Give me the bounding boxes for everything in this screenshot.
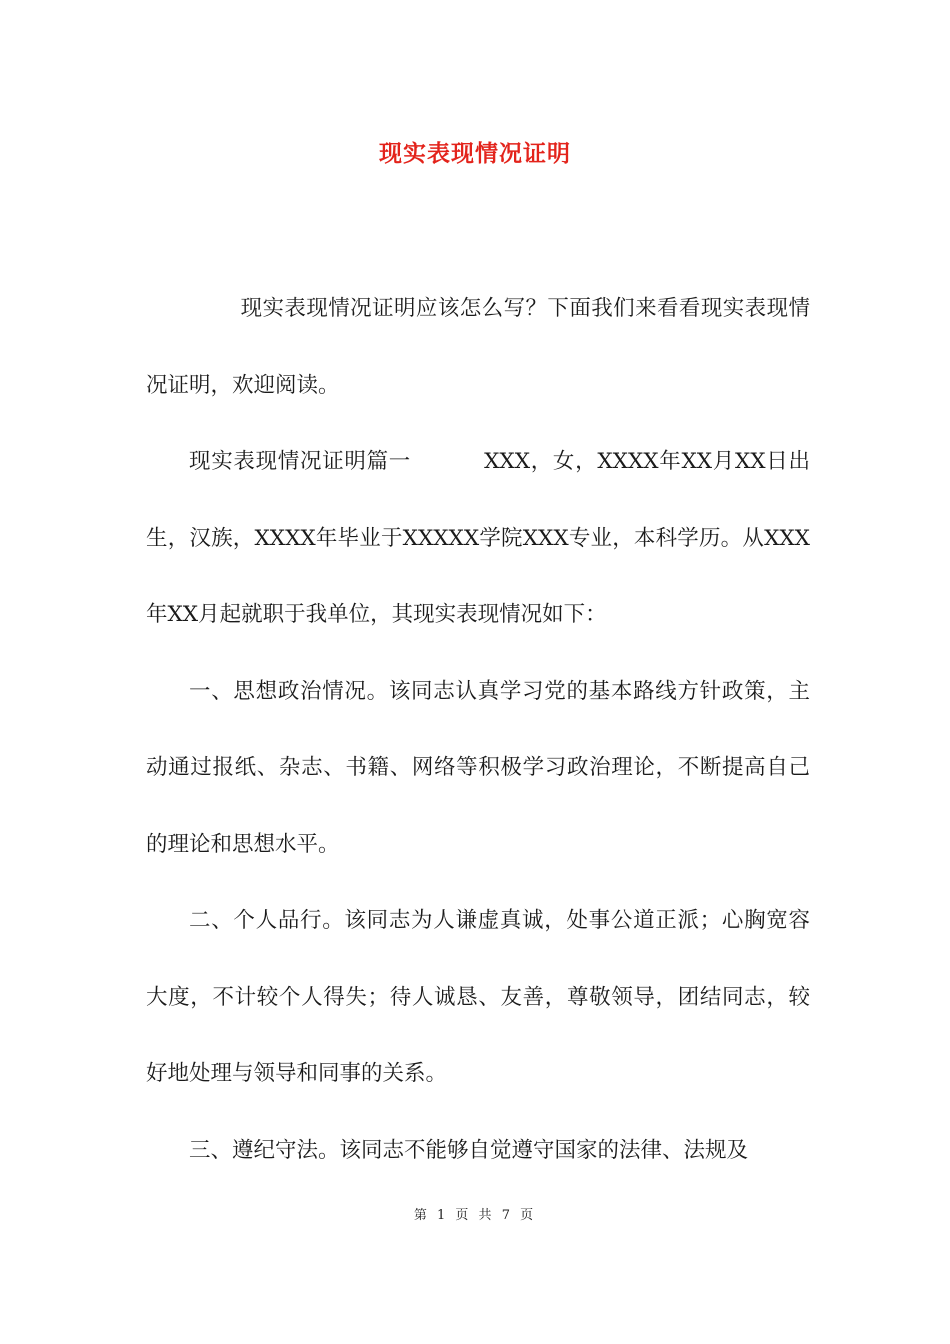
page-number: 第 1 页 共 7 页 <box>413 1208 537 1223</box>
political-paragraph: 一、思想政治情况。该同志认真学习党的基本路线方针政策，主动通过报纸、杂志、书籍、网络等积极学习政治理论，不断提高自己的理论和思想水平。 <box>146 678 810 857</box>
conduct-paragraph: 二、个人品行。该同志为人谦虚真诚，处事公道正派；心胸宽容大度，不计较个人得失；待人诚恳、友善，尊敬领导，团结同志，较好地处理与领导和同事的关系。 <box>146 908 810 1086</box>
document-body <box>146 271 810 1189</box>
personal-info-text: XXX，女，XXXX年XX月XX日出生，汉族，XXXX年毕业于XXXXX学院XXX专业，本科学历。从XXX年XX月起就职于我单位，其现实表现情况如下： <box>146 449 810 627</box>
law-paragraph: 三、遵纪守法。该同志不能够自觉遵守国家的法律、法规及 <box>189 1137 749 1163</box>
document-title: 现实表现情况证明 <box>379 140 571 167</box>
section-paragraph <box>146 424 810 654</box>
intro-paragraph: 现实表现情况证明应该怎么写？下面我们来看看现实表现情况证明，欢迎阅读。 <box>146 296 810 398</box>
section-heading: 现实表现情况证明篇一 <box>189 449 412 474</box>
